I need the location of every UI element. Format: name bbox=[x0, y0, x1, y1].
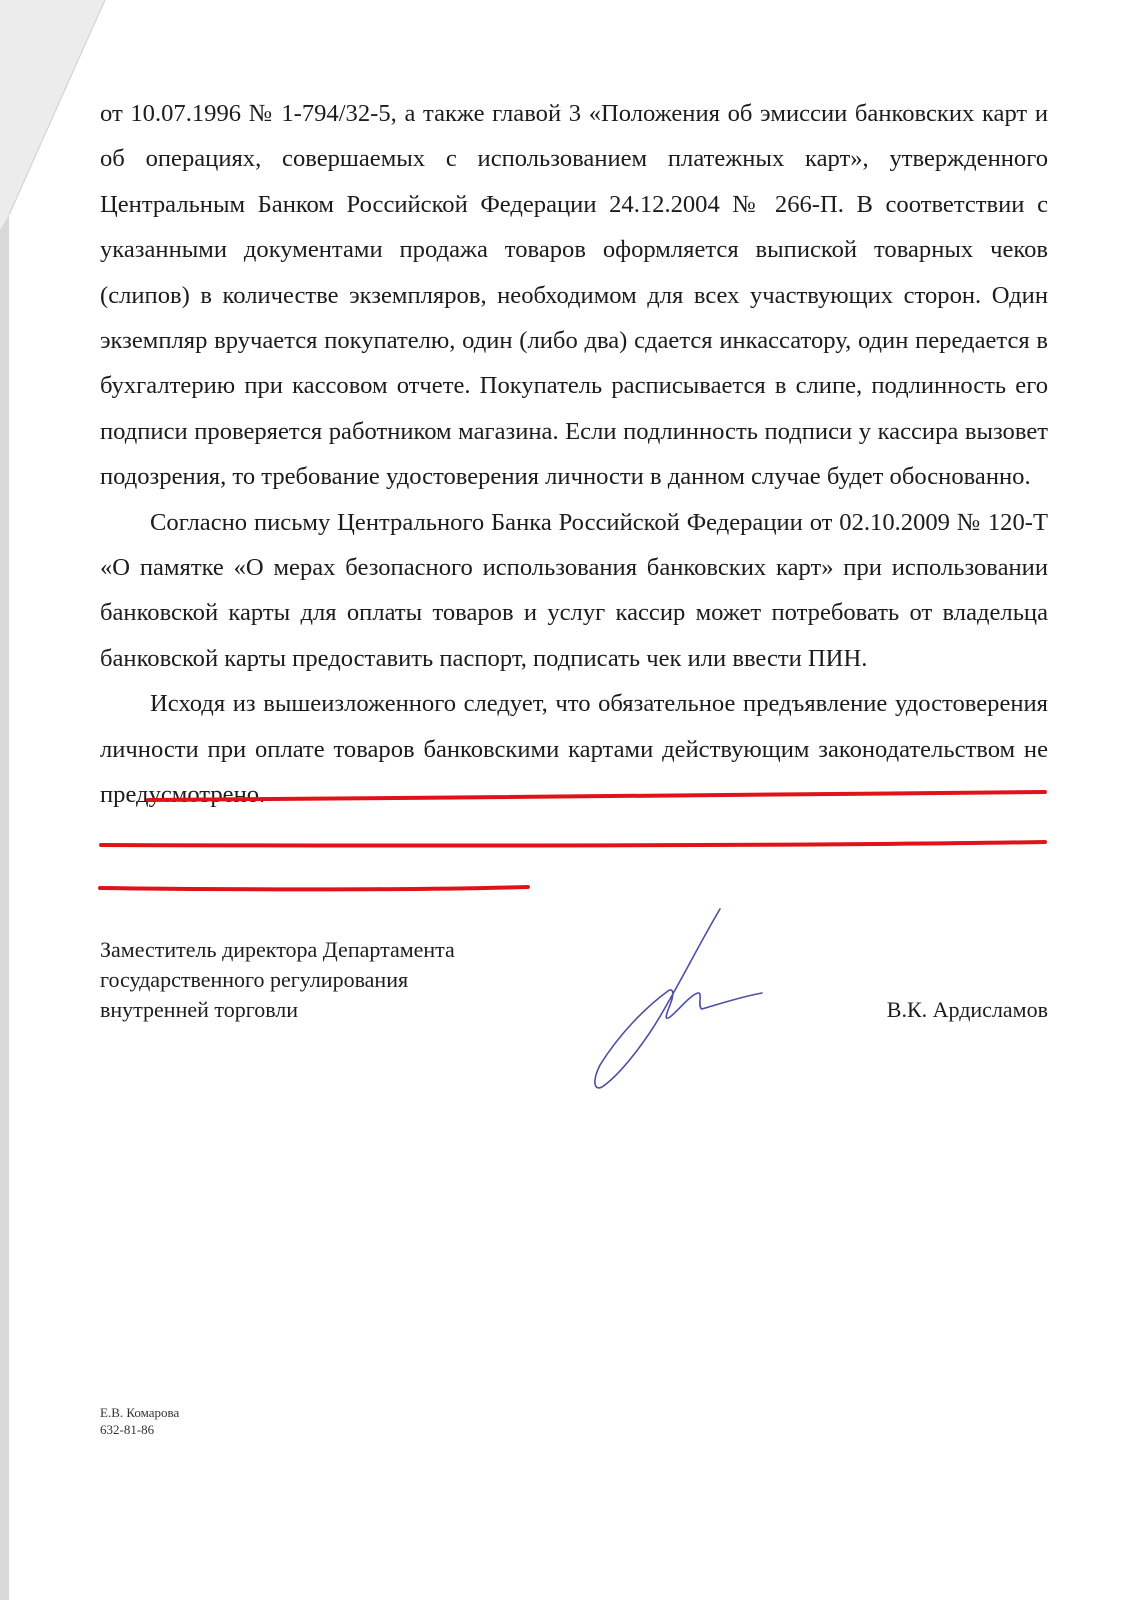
letter-body bbox=[100, 91, 1048, 818]
signatory-name: В.К. Ардисламов bbox=[886, 997, 1048, 1022]
paragraph-regulations: от 10.07.1996 № 1-794/32-5, а также главой 3 «Положения об эмиссии банковских карт и об операциях, совершаемых с использованием платежных карт», утвержденного Центральным Банком Российской Федерации 24.12.2004 № 266-П. В соответствии с указанными документами продажа товаров оформляется выпиской товарных чеков (слипов) в количестве экземпляров, необходимом для всех участвующих сторон. Один экземпляр вручается покупателю, один (либо два) сдается инкассатору, один передается в бухгалтерию при кассовом отчете. Покупатель расписывается в слипе, подлинность его подписи проверяется работником магазина. Если подлинность подписи у кассира вызовет подозрения, то требование удостоверения личности в данном случае будет обоснованно. bbox=[100, 100, 1048, 491]
position-line: Заместитель директора Департамента bbox=[100, 937, 455, 962]
paragraph-conclusion: Исходя из вышеизложенного следует, что обязательное предъявление удостоверения личности при оплате товаров банковскими картами действующим законодательством не предусмотрено. bbox=[100, 690, 1048, 809]
position-line: внутренней торговли bbox=[100, 997, 299, 1022]
underline-line-2 bbox=[101, 842, 1045, 846]
scan-edge bbox=[0, 0, 9, 1600]
paragraph-central-bank-letter: Согласно письму Центрального Банка Российской Федерации от 02.10.2009 № 120-Т «О памятке «О мерах безопасного использования банковских карт» при использовании банковской карты для оплаты товаров и услуг кассир может потребовать от владельца банковской карты предоставить паспорт, подписать чек или ввести ПИН. bbox=[100, 508, 1048, 672]
executor-info bbox=[100, 1404, 179, 1438]
signatory-position bbox=[100, 935, 455, 1025]
folded-corner bbox=[0, 0, 110, 230]
handwritten-signature bbox=[590, 895, 770, 1095]
executor-phone: 632-81-86 bbox=[100, 1422, 155, 1437]
executor-name: Е.В. Комарова bbox=[100, 1405, 180, 1420]
underline-line-3 bbox=[100, 887, 528, 889]
position-line: государственного регулирования bbox=[100, 967, 409, 992]
